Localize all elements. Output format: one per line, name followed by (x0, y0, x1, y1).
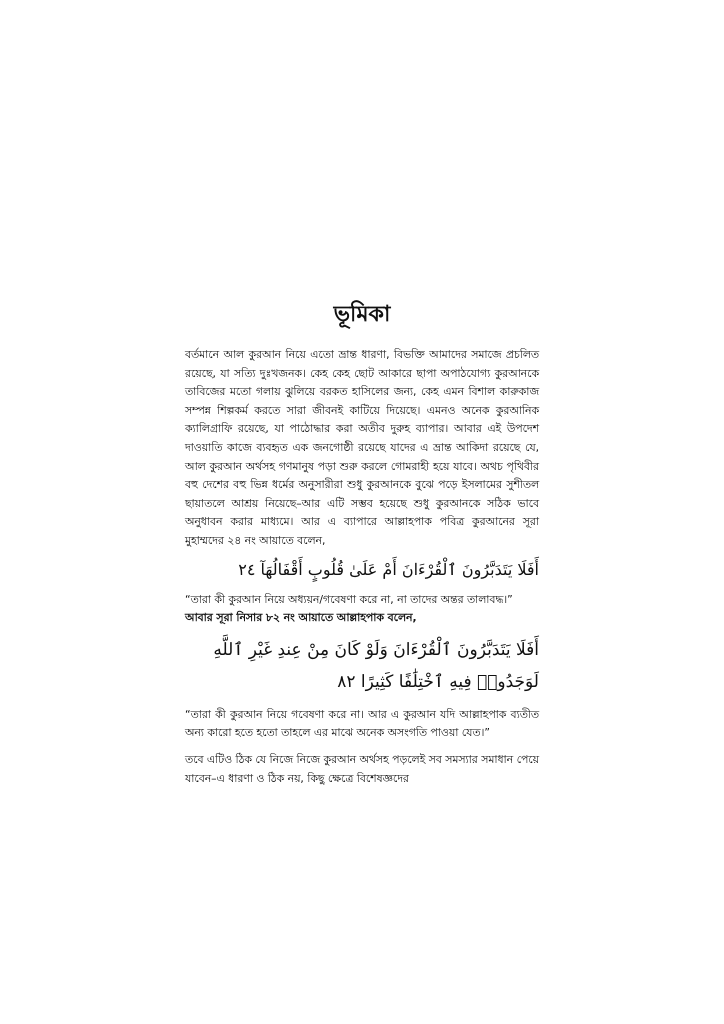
translation-quote-2: “তারা কী কুরআন নিয়ে গবেষণা করে না। আর এ কুরআন যদি আল্লাহপাক ব্যতীত অন্য কারো হতে হতো তাহলে এর মাঝে অনেক অসংগতি পাওয়া যেত।” (185, 707, 539, 740)
surah-nisa-intro: আবার সূরা নিসার ৮২ নং আয়াতে আল্লাহপাক বলেন, (185, 611, 417, 625)
translation-quote-1: “তারা কী কুরআন নিয়ে অধ্যয়ন/গবেষণা করে না, না তাদের অন্তর তালাবদ্ধ।” (185, 592, 513, 606)
arabic-verse-2: أَفَلَا يَتَدَبَّرُونَ ٱلْقُرْءَانَ وَلَوْ كَانَ مِنْ عِندِ غَيْرِ ٱللَّهِ لَوَجَدُوا۟ فِيهِ ٱخْتِلَٰفًا كَثِيرًا ٨٢ (213, 639, 539, 692)
page-title: ভূমিকা (333, 302, 391, 327)
body-text (185, 346, 539, 788)
arabic-verse-1: أَفَلَا يَتَدَبَّرُونَ ٱلْقُرْءَانَ أَمْ عَلَىٰ قُلُوبٍ أَقْفَالُهَآ ٢٤ (238, 559, 539, 579)
intro-paragraph: বর্তমানে আল কুরআন নিয়ে এতো ভ্রান্ত ধারণা, বিভক্তি আমাদের সমাজে প্রচলিত রয়েছে, যা সত্যি দুঃখজনক। কেহ কেহ ছোট আকারে ছাপা অপাঠযোগ্য কুরআনকে তাবিজের মতো গলায় ঝুলিয়ে বরকত হাসিলের জন্য, কেহ এমন বিশাল কারুকাজ সম্পন্ন শিল্পকর্ম করতে সারা জীবনই কাটিয়ে দিয়েছে। এমনও অনেক কুরআনিক ক্যালিগ্রাফি রয়েছে, যা পাঠোদ্ধার করা অতীব দুরুহ ব্যাপার। আবার এই উপদেশ দাওয়াতি কাজে ব্যবহৃত এক জনগোষ্ঠী রয়েছে যাদের এ ভ্রান্ত আকিদা রয়েছে যে, আল কুরআন অর্থসহ গণমানুষ পড়া শুরু করলে গোমরাহী হয়ে যাবে। অথচ পৃথিবীর বহু দেশের বহু ভিন্ন ধর্মের অনুসারীরা শুধু কুরআনকে বুঝে পড়ে ইসলামের সুশীতল ছায়াতলে আশ্রয় নিয়েছে–আর এটি সম্ভব হয়েছে শুধু কুরআনকে সঠিক ভাবে অনুধাবন করার মাধ্যমে। আর এ ব্যাপারে আল্লাহপাক পবিত্র কুরআনের সূরা মুহাম্মদের ২৪ নং আয়াতে বলেন, (185, 348, 539, 547)
closing-paragraph: তবে এটিও ঠিক যে নিজে নিজে কুরআন অর্থসহ পড়লেই সব সমস্যার সমাধান পেয়ে যাবেন–এ ধারণা ও ঠিক নয়, কিছু ক্ষেত্রে বিশেষজ্ঞদের (185, 752, 539, 785)
